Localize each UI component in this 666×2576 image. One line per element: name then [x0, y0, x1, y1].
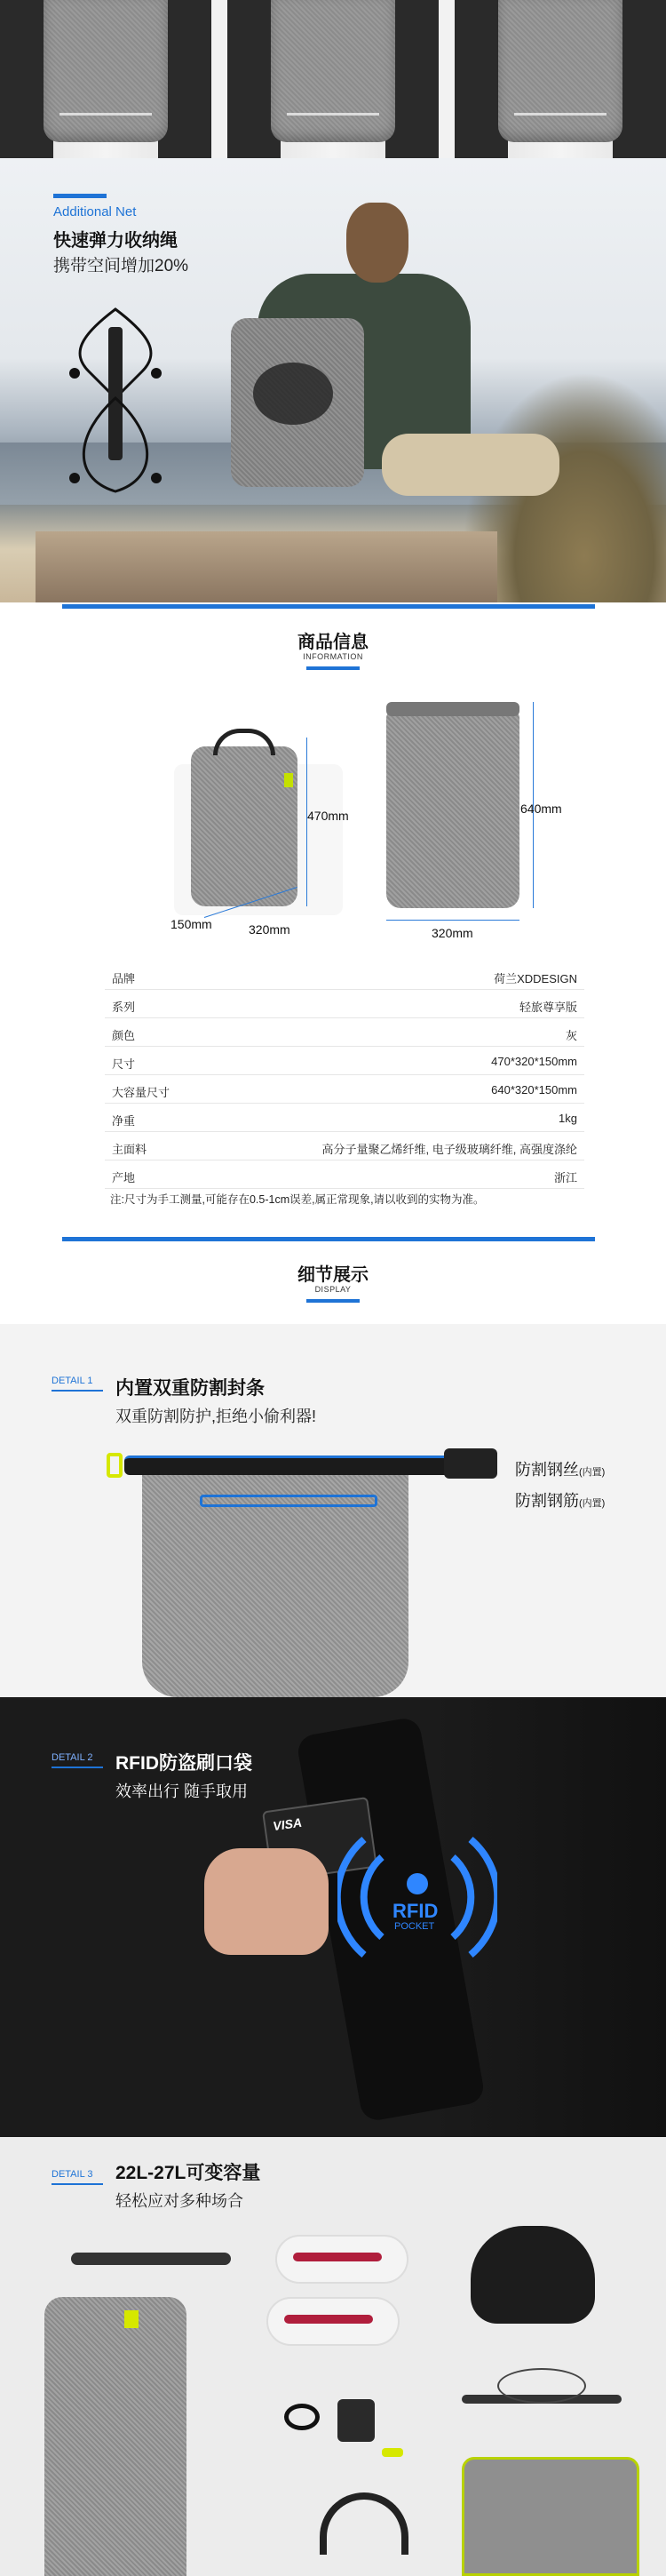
spec-key: 产地	[112, 1171, 136, 1184]
model-photo	[0, 0, 211, 158]
hand-image	[204, 1848, 329, 1955]
hero-title: 快速弹力收纳绳	[53, 231, 178, 251]
elastic-net-icon	[62, 300, 169, 505]
detail-tag: DETAIL 1	[52, 1376, 92, 1386]
detail-title: 内置双重防割封条	[115, 1378, 265, 1399]
model-photo-strip	[0, 0, 666, 158]
spec-note: 注:尺寸为手工测量,可能存在0.5-1cm误差,属正常现象,请以收到的实物为准。	[110, 1193, 485, 1206]
dim-depth-left: 150mm	[170, 917, 212, 931]
detail-panel-3	[0, 2137, 666, 2576]
detail-title: RFID防盗刷口袋	[115, 1753, 252, 1774]
spec-value: 640*320*150mm	[491, 1083, 577, 1097]
spec-value: 470*320*150mm	[491, 1055, 577, 1068]
rfid-badge-sub: POCKET	[394, 1921, 435, 1932]
display-header	[0, 1235, 666, 1315]
card-image: VISA	[262, 1797, 377, 1882]
model-photo	[227, 0, 439, 158]
spec-key: 颜色	[112, 1029, 136, 1042]
dim-height-left: 470mm	[307, 809, 349, 823]
phone-image	[337, 2399, 375, 2442]
dimension-diagram	[133, 675, 562, 951]
spec-row	[105, 1160, 584, 1189]
detail-subtitle: 轻松应对多种场合	[115, 2192, 243, 2210]
hero-net-section	[0, 158, 666, 602]
dim-width-left: 320mm	[249, 922, 290, 937]
hero-subtitle: 携带空间增加20%	[53, 257, 189, 275]
watch-image	[71, 2253, 231, 2265]
pouch-image	[462, 2457, 639, 2576]
model-sitting-photo	[204, 185, 524, 540]
information-title: 商品信息	[297, 633, 369, 652]
spec-row	[105, 961, 584, 990]
zip-label-wire: 防割钢丝(内置)	[515, 1461, 606, 1479]
spec-key: 品牌	[112, 972, 136, 985]
spec-row	[105, 1018, 584, 1047]
divider	[62, 604, 595, 609]
backpack-front-image	[191, 746, 297, 906]
dim-height-right: 640mm	[520, 802, 562, 816]
detail-subtitle: 效率出行 随手取用	[115, 1782, 249, 1800]
display-title: 细节展示	[297, 1265, 369, 1285]
detail-tag: DETAIL 2	[52, 1752, 92, 1763]
detail-panel-1	[0, 1324, 666, 1697]
helmet-image	[471, 2226, 595, 2324]
spec-key: 净重	[112, 1114, 136, 1128]
accent-bar	[53, 194, 107, 198]
dim-width-right: 320mm	[432, 926, 473, 940]
rfid-badge-text: RFID	[392, 1900, 439, 1922]
spec-key: 系列	[112, 1001, 136, 1014]
spec-value: 灰	[565, 1029, 577, 1042]
spec-key: 大容量尺寸	[112, 1086, 170, 1099]
divider	[62, 1237, 595, 1241]
net-cord-image	[462, 2368, 622, 2421]
spec-value: 浙江	[553, 1171, 577, 1184]
spec-row	[105, 1104, 584, 1132]
spec-row	[105, 1047, 584, 1075]
headphones-image	[320, 2492, 408, 2555]
title-underline	[306, 666, 360, 670]
detail-panel-2	[0, 1697, 666, 2137]
spec-key: 主面料	[112, 1143, 147, 1156]
spec-value: 轻旅尊享版	[519, 1001, 577, 1014]
sneakers-image	[266, 2235, 426, 2368]
model-photo	[455, 0, 666, 158]
hero-en-label: Additional Net	[53, 204, 137, 219]
detail-subtitle: 双重防割防护,拒绝小偷利器!	[115, 1408, 317, 1425]
spec-key: 尺寸	[112, 1057, 136, 1071]
information-en: INFORMATION	[303, 652, 363, 661]
title-underline	[306, 1299, 360, 1303]
spec-value: 高分子量聚乙烯纤维, 电子级玻璃纤维, 高强度涤纶	[321, 1143, 577, 1156]
rfid-signal-icon	[337, 1822, 497, 1973]
detail-title: 22L-27L可变容量	[115, 2163, 261, 2183]
spec-value: 1kg	[559, 1112, 577, 1125]
backpack-expanded-image	[386, 711, 519, 908]
spec-value: 荷兰XDDESIGN	[494, 972, 577, 985]
information-header	[0, 602, 666, 674]
spec-table	[105, 961, 584, 1189]
display-en: DISPLAY	[314, 1285, 352, 1294]
sunglasses-image	[284, 2404, 320, 2430]
spec-row	[105, 1132, 584, 1160]
spec-row	[105, 1075, 584, 1104]
detail-tag: DETAIL 3	[52, 2169, 92, 2180]
zip-label-rebar: 防割钢筋(内置)	[515, 1492, 606, 1510]
spec-row	[105, 990, 584, 1018]
backpack-flatlay	[44, 2297, 186, 2576]
